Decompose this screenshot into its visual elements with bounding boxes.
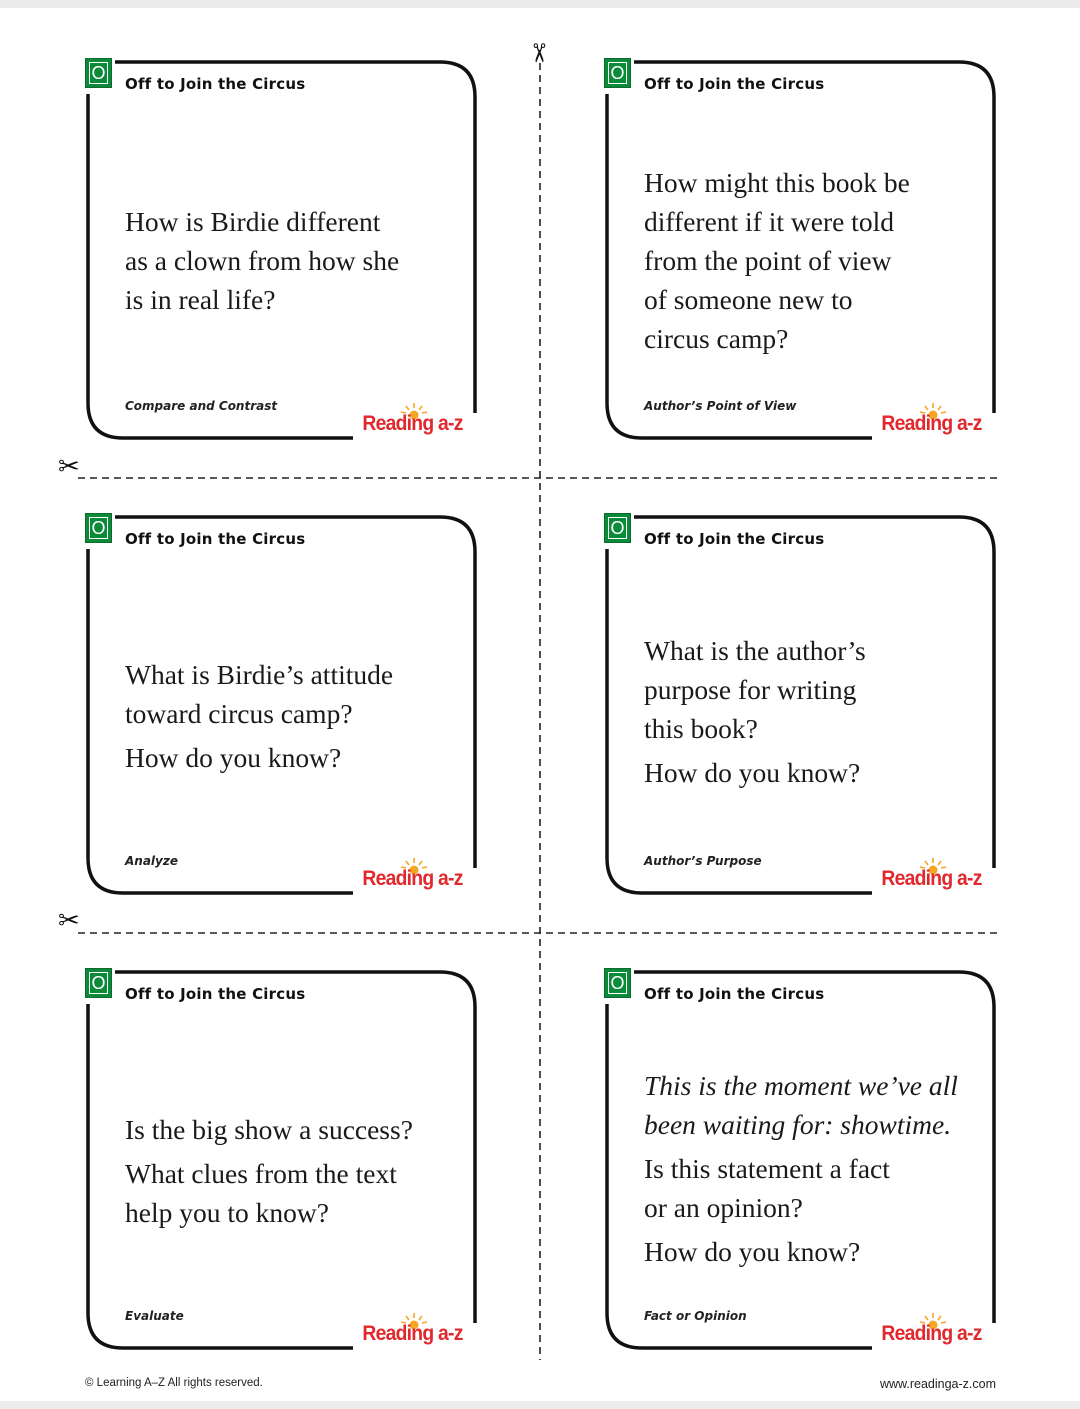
question-line: How do you know? [644,1236,861,1267]
question-text [125,202,470,319]
reading-az-logo [361,1310,473,1360]
level-badge [604,513,631,543]
scissors-icon: ✂ [58,451,80,481]
question-line: How do you know? [125,742,342,773]
logo-text: Reading a-z [881,1322,982,1345]
question-line: purpose for writing [644,674,857,705]
question-line: What is the author’s [644,635,866,666]
skill-label: Compare and Contrast [125,399,278,413]
card-title: Off to Join the Circus [644,75,825,93]
question-line: as a clown from how she [125,245,400,276]
question-line: this book? [644,713,758,744]
reading-az-logo [880,855,992,905]
question-line: or an opinion? [644,1192,803,1223]
question-line: different if it were told [644,206,894,237]
reading-az-logo [880,1310,992,1360]
reading-az-logo [880,400,992,450]
question-line: circus camp? [644,323,789,354]
question-line: help you to know? [125,1197,329,1228]
reading-az-logo [361,400,473,450]
logo-text: Reading a-z [881,412,982,435]
scissors-icon: ✂ [523,42,554,64]
skill-label: Author’s Point of View [644,399,797,413]
level-badge [85,58,112,88]
website-link[interactable]: www.readinga-z.com [879,1377,996,1391]
reading-az-logo [361,855,473,905]
question-line: toward circus camp? [125,698,353,729]
level-letter: O [89,62,108,84]
question-line: Is the big show a success? [125,1114,413,1145]
question-line: of someone new to [644,284,853,315]
question-card [85,513,500,913]
card-title: Off to Join the Circus [644,985,825,1003]
worksheet-page [0,8,1080,1401]
logo-text: Reading a-z [362,867,463,890]
question-card [85,968,500,1368]
card-title: Off to Join the Circus [125,75,306,93]
level-badge [604,58,631,88]
level-badge [604,968,631,998]
skill-label: Author’s Purpose [644,854,762,868]
question-line: from the point of view [644,245,892,276]
question-card [85,58,500,458]
level-badge [85,513,112,543]
question-line: How is Birdie different [125,206,381,237]
question-line: How do you know? [644,757,861,788]
question-card [604,513,1019,913]
level-letter: O [89,517,108,539]
level-letter: O [608,972,627,994]
question-text [125,1110,470,1232]
logo-text: Reading a-z [362,412,463,435]
question-text [644,163,989,358]
logo-text: Reading a-z [881,867,982,890]
question-line: What clues from the text [125,1158,397,1189]
level-letter: O [608,62,627,84]
card-title: Off to Join the Circus [125,530,306,548]
level-letter: O [89,972,108,994]
card-title: Off to Join the Circus [644,530,825,548]
question-card [604,58,1019,458]
question-text [644,1066,989,1271]
skill-label: Fact or Opinion [644,1309,747,1323]
level-badge [85,968,112,998]
logo-text: Reading a-z [362,1322,463,1345]
question-text [125,655,470,777]
card-title: Off to Join the Circus [125,985,306,1003]
scissors-icon: ✂ [58,905,80,935]
question-line: What is Birdie’s attitude [125,659,394,690]
skill-label: Evaluate [125,1309,184,1323]
copyright-notice: © Learning A–Z All rights reserved. [85,1377,263,1389]
skill-label: Analyze [125,854,178,868]
question-text [644,631,989,792]
quote-line: This is the moment we’ve all [644,1070,958,1101]
question-line: Is this statement a fact [644,1153,890,1184]
question-line: is in real life? [125,284,276,315]
level-letter: O [608,517,627,539]
question-card [604,968,1019,1368]
quote-line: been waiting for: showtime. [644,1109,952,1140]
question-line: How might this book be [644,167,910,198]
